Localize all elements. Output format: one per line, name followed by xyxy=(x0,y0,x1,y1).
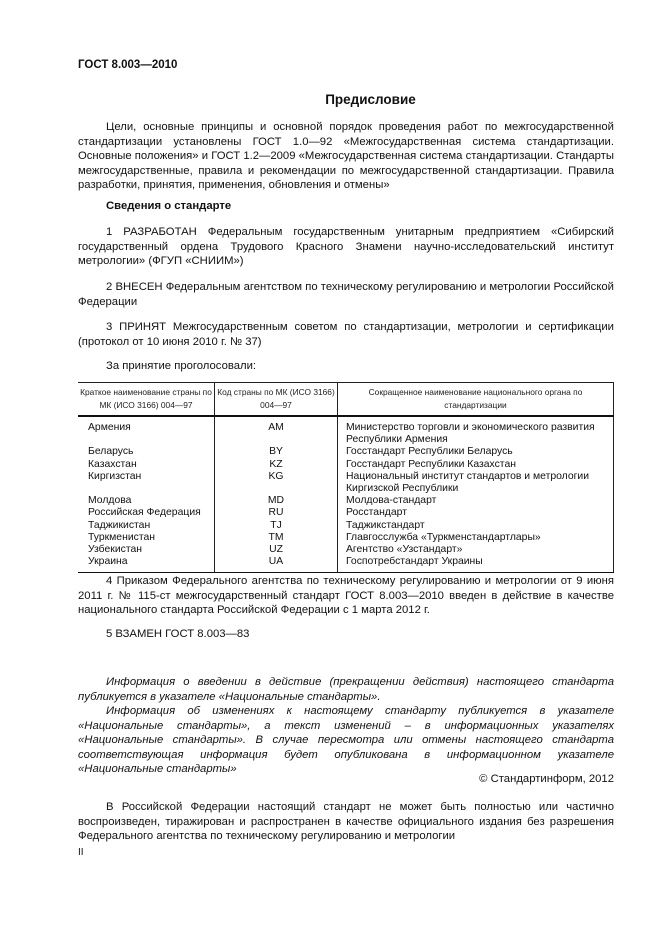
votes-label xyxy=(78,359,614,374)
item-4-paragraph xyxy=(78,574,614,618)
organization-cell: Агентство «Узстандарт» xyxy=(338,544,614,556)
organization-cell: Главгосслужба «Туркменстандартлары» xyxy=(338,532,614,544)
item-2-paragraph xyxy=(78,280,614,309)
code-cell: AM xyxy=(215,416,338,446)
intro-text: Цели, основные принципы и основной порядок проведения работ по межгосударственной стандартизации установлены ГОСТ 1.0—92 «Межгосударственная система стандартизации. Основные положения» и ГОСТ 1.2—2009 «Межгосударственная система стандартизации. Стандарты межгосударственные, правила и рекомендации по межгосударственной стандартизации. Правила разработки, принятия, применения, обновления и отмены» xyxy=(78,121,614,192)
notice-paragraph xyxy=(78,800,614,844)
table-row xyxy=(78,446,614,458)
country-cell: Таджикистан xyxy=(88,519,151,531)
table-row xyxy=(78,471,614,495)
organization-cell: Росстандарт xyxy=(338,507,614,519)
item-1-text: 1 РАЗРАБОТАН Федеральным государственным унитарным предприятием «Сибирский государственный ордена Трудового Красного Знамени научно-исследовательский институт метрологии» (ФГУП «СНИИМ») xyxy=(78,226,614,268)
intro-paragraph xyxy=(78,120,614,193)
country-cell: Туркменистан xyxy=(88,531,155,543)
country-cell: Российская Федерация xyxy=(88,507,201,519)
page-title: Предисловие xyxy=(325,92,416,107)
organization-cell: Таджикстандарт xyxy=(338,520,614,532)
table-row xyxy=(78,556,614,573)
table-row xyxy=(78,459,614,471)
section-heading-text: Сведения о стандарте xyxy=(106,200,232,212)
code-cell: UZ xyxy=(215,544,338,556)
item-5-text: 5 ВЗАМЕН ГОСТ 8.003—83 xyxy=(106,628,250,640)
code-cell: TJ xyxy=(215,520,338,532)
country-cell: Киргизстан xyxy=(88,470,142,482)
country-cell: Украина xyxy=(78,556,215,573)
organization-cell: Министерство торговли и экономического развития Республики Армения xyxy=(338,416,614,446)
votes-table xyxy=(78,382,614,573)
table-row xyxy=(78,520,614,532)
item-1-paragraph xyxy=(78,225,614,269)
item-3-paragraph xyxy=(78,320,614,349)
item-4-text: 4 Приказом Федерального агентства по техническому регулированию и метрологии от 9 июня 2011 г. № 115-ст межгосударственный стандарт ГОСТ 8.003—2010 введен в действие в качестве национального стандарта Российской Федерации с 1 марта 2012 г. xyxy=(78,575,614,617)
table-row xyxy=(78,495,614,507)
table-header-row xyxy=(78,383,614,417)
table-row xyxy=(78,532,614,544)
organization-cell: Молдова-стандарт xyxy=(338,495,614,507)
votes-label-text: За принятие проголосовали: xyxy=(106,360,257,372)
copyright: © Стандартинформ, 2012 xyxy=(479,773,614,785)
info-2-text: Информация об изменениях к настоящему стандарту публикуется в указателе «Национальные стандарты», а текст изменений – в информационных указателях «Национальные стандарты». В случае пересмотра или отмены настоящего стандарта соответствующая информация будет опубликована в информационном указателе «Национальные стандарты» xyxy=(78,705,614,776)
table-row xyxy=(78,544,614,556)
item-3-text: 3 ПРИНЯТ Межгосударственным советом по стандартизации, метрологии и сертификации (протокол от 10 июня 2010 г. № 37) xyxy=(78,321,614,348)
info-paragraph-2 xyxy=(78,704,614,777)
info-paragraph-1 xyxy=(78,675,614,704)
item-2-text: 2 ВНЕСЕН Федеральным агентством по техническому регулированию и метрологии Российской Федерации xyxy=(78,281,614,308)
country-cell: Молдова xyxy=(88,495,132,507)
item-5-paragraph xyxy=(78,627,614,642)
code-cell: UA xyxy=(215,556,338,573)
organization-cell: Госстандарт Республики Беларусь xyxy=(338,446,614,458)
document-id-header: ГОСТ 8.003—2010 xyxy=(78,59,178,71)
table-row xyxy=(78,416,614,446)
country-cell: Армения xyxy=(88,422,131,433)
code-cell: KZ xyxy=(215,459,338,471)
organization-cell: Национальный институт стандартов и метрологии Киргизской Республики xyxy=(338,471,614,495)
code-cell: MD xyxy=(215,495,338,507)
country-cell: Узбекистан xyxy=(88,544,142,556)
code-cell: TM xyxy=(215,532,338,544)
organization-cell: Госпотребстандарт Украины xyxy=(338,556,614,573)
notice-text: В Российской Федерации настоящий стандарт не может быть полностью или частично воспроизведен, тиражирован и распространен в качестве официального издания без разрешения Федерального агентства по техническому регулированию и метрологии xyxy=(78,801,614,843)
code-cell: KG xyxy=(215,471,338,495)
country-cell: Беларусь xyxy=(88,446,134,458)
code-cell: RU xyxy=(215,507,338,519)
page-number: II xyxy=(78,847,84,858)
column-header-country: Краткое наименование страны по МК (ИСО 3166) 004—97 xyxy=(78,383,215,417)
code-cell: BY xyxy=(215,446,338,458)
column-header-code: Код страны по МК (ИСО 3166) 004—97 xyxy=(215,383,338,417)
organization-cell: Госстандарт Республики Казахстан xyxy=(338,459,614,471)
country-cell: Казахстан xyxy=(88,458,137,470)
column-header-organization: Сокращенное наименование национального органа по стандартизации xyxy=(338,383,614,417)
table-row xyxy=(78,507,614,519)
info-1-text: Информация о введении в действие (прекращении действия) настоящего стандарта публикуется в указателе «Национальные стандарты». xyxy=(78,676,614,703)
section-heading xyxy=(78,199,614,214)
